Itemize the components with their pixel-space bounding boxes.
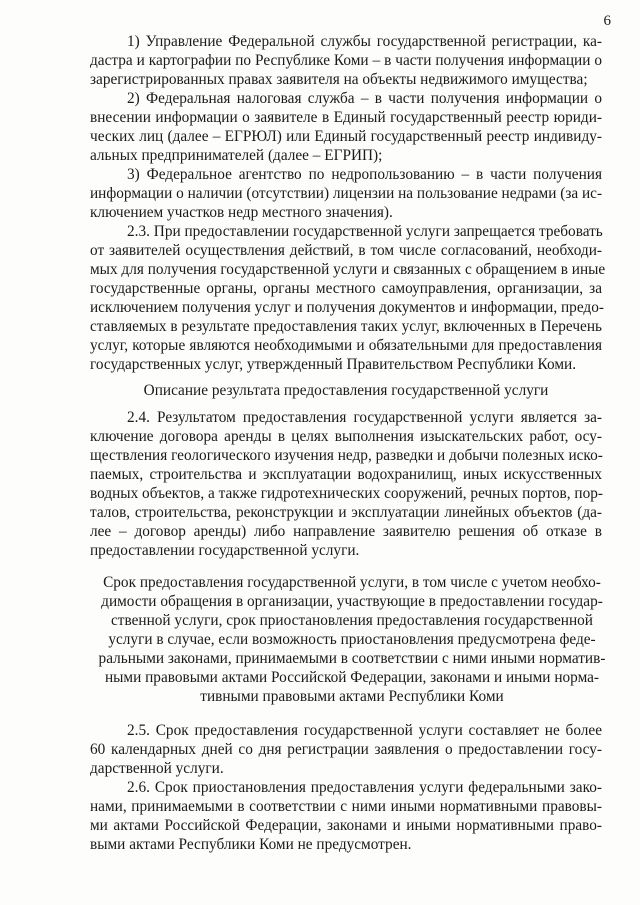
paragraph-line: 2.5. Срок предоставления государственной услуги составляет не более: [127, 722, 602, 739]
paragraph-line: ми актами Российской Федерации, законами и иными нормативными право-: [90, 817, 602, 834]
paragraph-line: информации о наличии (отсутствии) лицензии на пользование недрами (за ис-: [90, 185, 603, 202]
section-heading-line: тивными правовыми актами Республики Коми: [200, 688, 504, 705]
paragraph-line: нами, принимаемыми в соответствии с ними иными нормативными правовы-: [90, 798, 602, 815]
section-heading-line: димости обращения в организации, участвующие в предоставлении государ-: [101, 593, 603, 610]
paragraph-line: ществления геологического изучения недр, разведки и добычи полезных иско-: [90, 447, 603, 464]
paragraph-line: 2.3. При предоставлении государственной услуги запрещается требовать: [127, 223, 603, 240]
paragraph-line: паемых, строительства и эксплуатации водохранилищ, иных искусственных: [90, 466, 602, 483]
paragraph-line: дастра и картографии по Республике Коми – в части получения информации о: [90, 52, 602, 69]
section-heading-line: ными правовыми актами Российской Федерации, законами и иными норма-: [104, 669, 600, 686]
paragraph-line: внесении информации о заявителе в Единый государственный реестр юриди-: [90, 109, 602, 126]
paragraph-line: 2) Федеральная налоговая служба – в части получения информации о: [127, 90, 602, 107]
paragraph-line: ключением участков недр местного значения).: [90, 204, 393, 221]
paragraph-line: ключение договора аренды в целях выполнения изыскательских работ, осу-: [90, 428, 602, 445]
paragraph-line: государственные органы, органы местного самоуправления, организации, за: [90, 280, 602, 297]
paragraph-line: от заявителей осуществления действий, в том числе согласований, необходи-: [90, 242, 602, 259]
paragraph-line: 2.6. Срок приостановления предоставления услуги федеральными зако-: [127, 779, 602, 796]
paragraph-line: зарегистрированных правах заявителя на объекты недвижимого имущества;: [90, 71, 588, 88]
paragraph-line: выми актами Республики Коми не предусмотрен.: [90, 836, 412, 853]
paragraph-line: талов, строительства, реконструкции и эксплуатации линейных объектов (да-: [90, 504, 602, 521]
paragraph-line: 60 календарных дней со дня регистрации заявления о предоставлении госу-: [90, 741, 602, 758]
section-heading-line: услуги в случае, если возможность приостановления предусмотрена феде-: [108, 631, 596, 648]
paragraph-line: услуг, которые являются необходимыми и обязательными для предоставления: [90, 337, 602, 354]
paragraph-line: государственных услуг, утвержденный Правительством Республики Коми.: [90, 356, 577, 373]
paragraph-line: ставляемых в результате предоставления таких услуг, включенных в Перечень: [90, 318, 602, 335]
paragraph-line: 2.4. Результатом предоставления государственной услуги является за-: [127, 409, 602, 426]
paragraph-line: дарственной услуги.: [90, 760, 224, 777]
paragraph-line: водных объектов, а также гидротехнических сооружений, речных портов, пор-: [90, 485, 603, 502]
section-heading-line: ственной услуги, срок приостановления предоставления государственной: [111, 612, 593, 629]
paragraph-line: 3) Федеральное агентство по недропользованию – в части получения: [127, 166, 602, 183]
page-number: 6: [603, 13, 611, 29]
paragraph-line: лее – договор аренды) либо направление заявителю решения об отказе в: [90, 523, 602, 540]
paragraph-line: мых для получения государственной услуги и связанных с обращением в иные: [90, 261, 606, 278]
section-heading: Описание результата предоставления государственной услуги: [143, 382, 549, 399]
paragraph-line: 1) Управление Федеральной службы государственной регистрации, ка-: [127, 33, 602, 50]
section-heading-line: ральными законами, принимаемыми в соответствии с ними иными норматив-: [98, 650, 606, 667]
paragraph-line: ческих лиц (далее – ЕГРЮЛ) или Единый государственный реестр индивиду-: [90, 128, 602, 145]
section-heading-line: Срок предоставления государственной услуги, в том числе с учетом необхо-: [103, 574, 601, 591]
paragraph-line: исключением получения услуг и получения документов и информации, предо-: [90, 299, 604, 316]
paragraph-line: предоставлении государственной услуги.: [90, 542, 360, 559]
paragraph-line: альных предпринимателей (далее – ЕГРИП);: [90, 147, 383, 164]
